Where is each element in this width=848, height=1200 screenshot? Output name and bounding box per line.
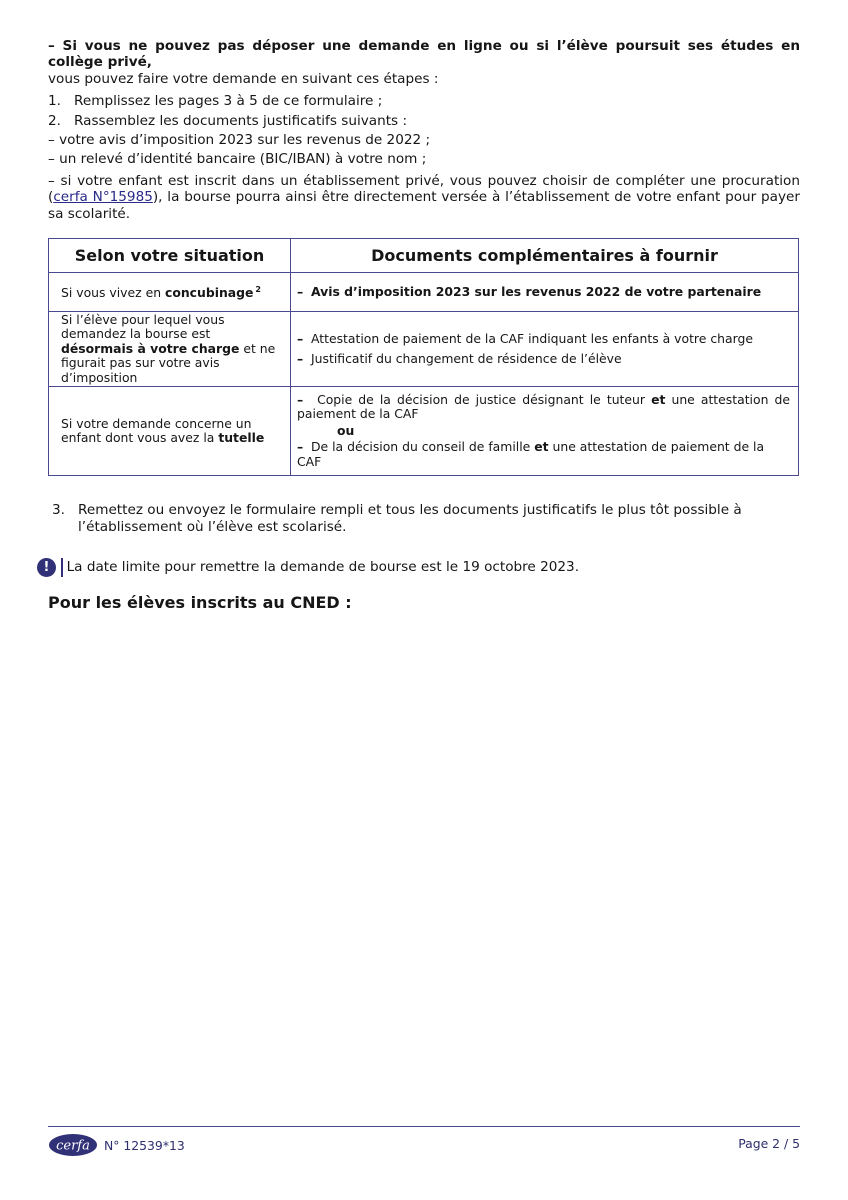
alert-text: La date limite pour remettre la demande de bourse est le 19 octobre 2023. [66,559,580,575]
situation-concubinage: Si vous vivez en concubinage $^2$ [49,273,291,312]
cerfa-logo [48,1133,98,1161]
cned-heading: Pour les élèves inscrits au CNED : [48,593,352,612]
alert-divider [61,558,63,577]
step-3: 3. Remettez ou envoyez le formulaire rempli et tous les documents justificatifs le plus tôt possible à l’établissement où l’élève est scolarisé. [52,502,742,535]
intro-headline: – Si vous ne pouvez pas déposer une demande en ligne ou si l’élève poursuit ses études en collège privé, [48,38,800,71]
item-bank-details: – un relevé d’identité bancaire (BIC/IBAN) à votre nom ; [48,151,427,168]
documents-table [48,238,799,476]
header-situation: Selon votre situation [49,239,291,273]
situation-guardianship: Si votre demande concerne un enfant dont vous avez la tutelle [49,387,291,476]
situation-new-dependent: Si l’élève pour lequel vous demandez la bourse est désormais à votre charge et ne figurait pas sur votre avis d’imposition [49,312,291,387]
intro-subline: vous pouvez faire votre demande en suivant ces étapes : [48,70,439,87]
footer-divider [48,1126,800,1127]
svg-text:cerfa: cerfa [56,1138,90,1154]
footnote-ref: 2 [255,285,261,295]
list-item: – Attestation de paiement de la CAF indiquant les enfants à votre charge [297,331,753,347]
table-header-row [49,239,799,273]
header-documents: Documents complémentaires à fournir [291,239,799,273]
deadline-alert [37,557,579,577]
item-private-school: – si votre enfant est inscrit dans un établissement privé, vous pouvez choisir de compléter une procuration (cerfa N°15985), la bourse pourra ainsi être directement versée à l’établissement de votre enfant pour payer sa scolarité. [48,172,801,222]
table-row [49,312,799,387]
list-item: – Copie de la décision de justice désignant le tuteur et une attestation de paiement de la CAF [297,391,790,422]
page-number: Page 2 / 5 [738,1136,800,1151]
exclamation-icon: ! [37,558,56,577]
documents-concubinage: – Avis d’imposition 2023 sur les revenus 2022 de votre partenaire [291,273,799,312]
list-item: – Justificatif du changement de résidence de l’élève [297,350,622,366]
cerfa-15985-link[interactable]: cerfa N°15985 [53,189,153,206]
step-2: 2. Rassemblez les documents justificatifs suivants : [48,112,408,129]
intro-section [48,38,800,222]
form-number: N° 12539*13 [104,1138,185,1153]
list-item: – De la décision du conseil de famille et une attestation de paiement de la CAF [297,439,765,469]
documents-new-dependent [291,312,799,387]
step-1: 1. Remplissez les pages 3 à 5 de ce formulaire ; [48,93,383,110]
or-separator: ou [337,422,355,438]
documents-guardianship [291,387,799,476]
item-tax-notice: – votre avis d’imposition 2023 sur les revenus de 2022 ; [48,132,431,149]
table-row [49,273,799,312]
table-row [49,387,799,476]
